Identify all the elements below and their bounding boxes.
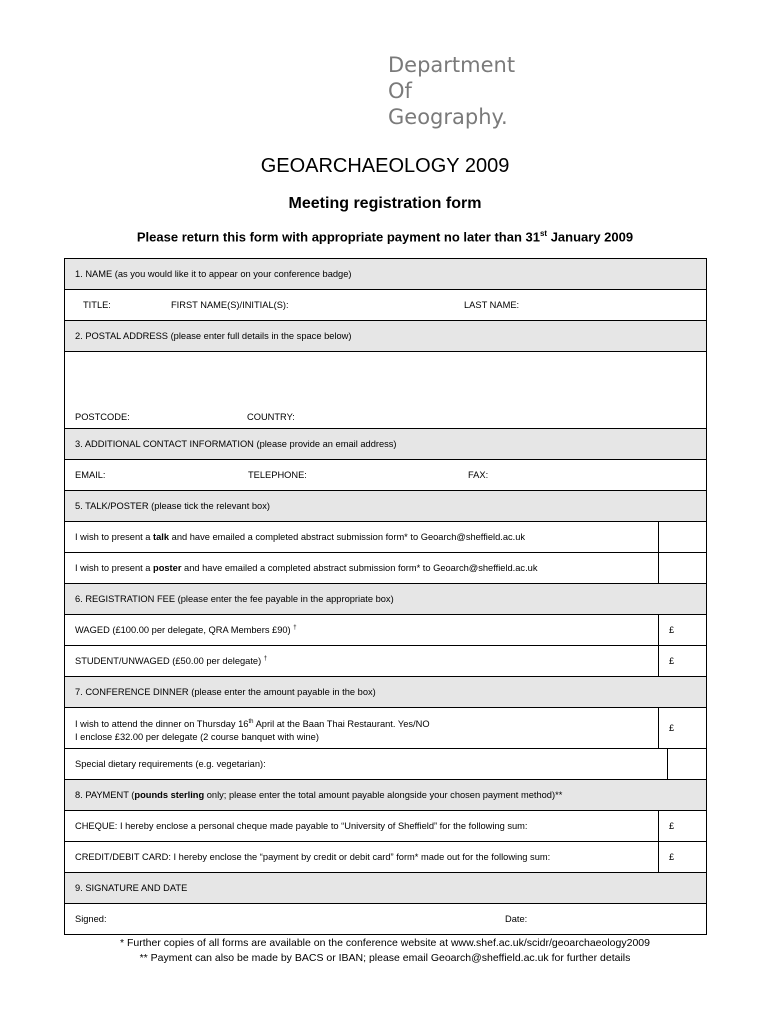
currency-symbol: £ (669, 723, 675, 733)
card-amount-box[interactable] (659, 842, 707, 873)
department-heading (388, 52, 588, 130)
postal-address-field[interactable] (65, 352, 707, 429)
waged-fee-text: WAGED (£100.00 per delegate, QRA Members £90) † (65, 615, 659, 646)
name-fields-row[interactable] (65, 290, 707, 321)
dietary-box[interactable] (667, 749, 706, 779)
page-title: GEOARCHAEOLOGY 2009 (260, 155, 510, 177)
contact-fields-row[interactable] (65, 460, 707, 491)
registration-form (64, 258, 707, 935)
currency-symbol: £ (669, 625, 675, 635)
department-line: Of (388, 79, 412, 103)
student-fee-text: STUDENT/UNWAGED (£50.00 per delegate) † (65, 646, 659, 677)
poster-option-text: I wish to present a poster and have emailed a completed abstract submission form* to Geoarch@sheffield.ac.uk (65, 553, 659, 584)
currency-symbol: £ (669, 852, 675, 862)
card-option-text: CREDIT/DEBIT CARD: I hereby enclose the “payment by credit or debit card” form* made out for the following sum: (65, 842, 659, 873)
footnote: ** Payment can also be made by BACS or IBAN; please email Geoarch@sheffield.ac.uk for further details (139, 952, 631, 964)
dietary-row (65, 749, 707, 780)
poster-tick-box[interactable] (659, 553, 707, 584)
last-name-label: LAST NAME: (464, 300, 520, 310)
country-label: COUNTRY: (247, 412, 295, 422)
signed-label: Signed: (75, 914, 107, 924)
postcode-label: POSTCODE: (75, 412, 130, 422)
waged-fee-box[interactable] (659, 615, 707, 646)
telephone-label: TELEPHONE: (248, 470, 307, 480)
dinner-amount-box[interactable] (659, 708, 707, 749)
student-fee-box[interactable] (659, 646, 707, 677)
dietary-label: Special dietary requirements (e.g. vegetarian): (75, 759, 266, 769)
section-fee-heading: 6. REGISTRATION FEE (please enter the fee payable in the appropriate box) (65, 584, 707, 615)
section-postal-heading: 2. POSTAL ADDRESS (please enter full details in the space below) (65, 321, 707, 352)
section-talk-heading: 5. TALK/POSTER (please tick the relevant box) (65, 491, 707, 522)
cheque-amount-box[interactable] (659, 811, 707, 842)
department-line: Geography. (388, 105, 508, 129)
signature-row[interactable] (65, 904, 707, 935)
fax-label: FAX: (468, 470, 489, 480)
dinner-option-text: I wish to attend the dinner on Thursday 16th April at the Baan Thai Restaurant. Yes/NO I enclose £32.00 per delegate (2 course banquet with wine) (65, 708, 659, 749)
footnote: * Further copies of all forms are available on the conference website at www.shef.ac.uk/scidr/geoarchaeology2009 (120, 937, 650, 949)
section-signature-heading: 9. SIGNATURE AND DATE (65, 873, 707, 904)
section-contact-heading: 3. ADDITIONAL CONTACT INFORMATION (please provide an email address) (65, 429, 707, 460)
currency-symbol: £ (669, 656, 675, 666)
date-label: Date: (505, 914, 528, 924)
section-name-heading: 1. NAME (as you would like it to appear on your conference badge) (65, 259, 707, 290)
cheque-option-text: CHEQUE: I hereby enclose a personal cheque made payable to “University of Sheffield” for the following sum: (65, 811, 659, 842)
first-name-label: FIRST NAME(S)/INITIAL(S): (171, 300, 289, 310)
talk-option-text: I wish to present a talk and have emailed a completed abstract submission form* to Geoarch@sheffield.ac.uk (65, 522, 659, 553)
section-payment-heading: 8. PAYMENT (pounds sterling only; please enter the total amount payable alongside your chosen payment method)** (65, 780, 707, 811)
title-label: TITLE: (83, 300, 111, 310)
form-subtitle: Meeting registration form (288, 195, 482, 212)
talk-tick-box[interactable] (659, 522, 707, 553)
email-label: EMAIL: (75, 470, 106, 480)
section-dinner-heading: 7. CONFERENCE DINNER (please enter the amount payable in the box) (65, 677, 707, 708)
department-line: Department (388, 53, 516, 77)
currency-symbol: £ (669, 821, 675, 831)
deadline-notice: Please return this form with appropriate payment no later than 31st January 2009 (136, 229, 634, 245)
footnotes (0, 936, 770, 966)
